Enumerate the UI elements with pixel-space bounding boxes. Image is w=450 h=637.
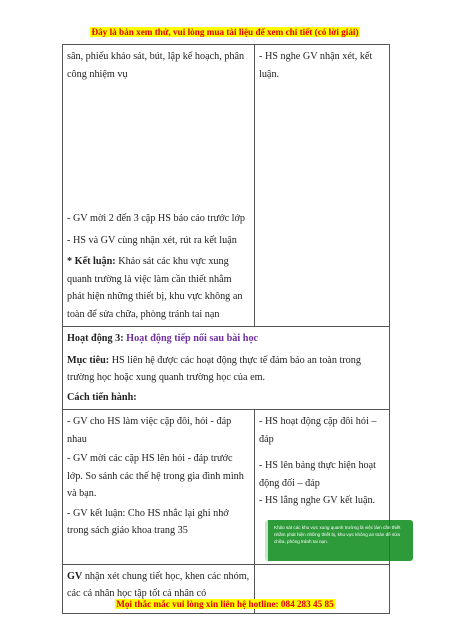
student-board-text: - HS lên bảng thực hiện hoạt động đối – đáp	[259, 460, 376, 489]
table-row	[63, 45, 390, 327]
gv-label: GV	[67, 570, 83, 582]
textbook-note-text: Khảo sát các khu vực xung quanh trường là việc làm cần thiết nhằm phát hiện những thiết bị, khu vực không an toàn để sửa chữa, phòng tránh tai nạn.	[274, 524, 401, 544]
student-pair-text: - HS hoạt động cặp đôi hỏi – đáp	[259, 416, 377, 445]
summary-text: nhận xét chung tiết học, khen các nhóm, các cá nhân học tập tốt cả nhân có	[67, 570, 250, 599]
conclusion-label: * Kết luận:	[67, 256, 116, 267]
activity3-cell	[63, 327, 390, 410]
materials-text: sân, phiếu khảo sát, bút, lập kế hoạch, phân công nhiệm vụ	[67, 51, 245, 80]
textbook-note-image	[265, 520, 413, 561]
table-row	[63, 327, 390, 410]
conclusion-paragraph	[67, 253, 250, 323]
lesson-plan-table	[62, 44, 401, 614]
teacher-cell	[63, 45, 255, 327]
preview-notice-text: Đây là bản xem thử, vui lòng mua tài liệu để xem chi tiết (có lời giải)	[91, 27, 359, 37]
pair-present-text: - GV mời các cặp HS lên hỏi - đáp trước lớp. So sánh các thế hệ trong gia đình mình và bạn.	[67, 453, 244, 499]
hotline-notice	[0, 599, 450, 609]
student-cell	[255, 410, 401, 565]
summary-paragraph	[67, 568, 250, 603]
activity3-title: Hoạt động tiếp nối sau bài học	[126, 333, 259, 344]
preview-notice	[0, 27, 450, 37]
report-step-text: - GV mời 2 đến 3 cặp HS báo cáo trước lớp	[67, 213, 245, 224]
pair-work-text: - GV cho HS làm việc cặp đôi, hỏi - đáp nhau	[67, 416, 232, 445]
method-label: Cách tiến hành:	[67, 391, 137, 403]
goal-label: Mục tiêu:	[67, 354, 110, 366]
student-listen-conclusion-text: - HS lắng nghe GV kết luận.	[259, 495, 376, 506]
review-step-text: - HS và GV cùng nhận xét, rút ra kết luận	[67, 234, 237, 246]
table-row	[63, 410, 390, 565]
teacher-cell	[63, 410, 255, 565]
teacher-conclusion-text: - GV kết luận: Cho HS nhắc lại ghi nhớ trong sách giáo khoa trang 35	[67, 507, 229, 536]
activity3-label: Hoạt động 3:	[67, 333, 127, 344]
goal-text: HS liên hệ được các hoạt động thực tế đảm bảo an toàn trong trường học hoặc xung quanh trường học của em.	[67, 354, 361, 383]
student-cell	[255, 45, 390, 327]
activity3-heading	[67, 330, 385, 348]
conclusion-text: Khảo sát các khu vực xung quanh trường là việc làm cần thiết nhằm phát hiện những thiết bị, khu vực không an toàn để sửa chữa, phòng tránh tai nạn	[67, 256, 243, 320]
goal-paragraph	[67, 352, 385, 387]
student-listen-text: - HS nghe GV nhận xét, kết luận.	[259, 51, 373, 80]
hotline-notice-text: Mọi thắc mắc vui lòng xin liên hệ hotline: 084 283 45 85	[116, 599, 334, 609]
